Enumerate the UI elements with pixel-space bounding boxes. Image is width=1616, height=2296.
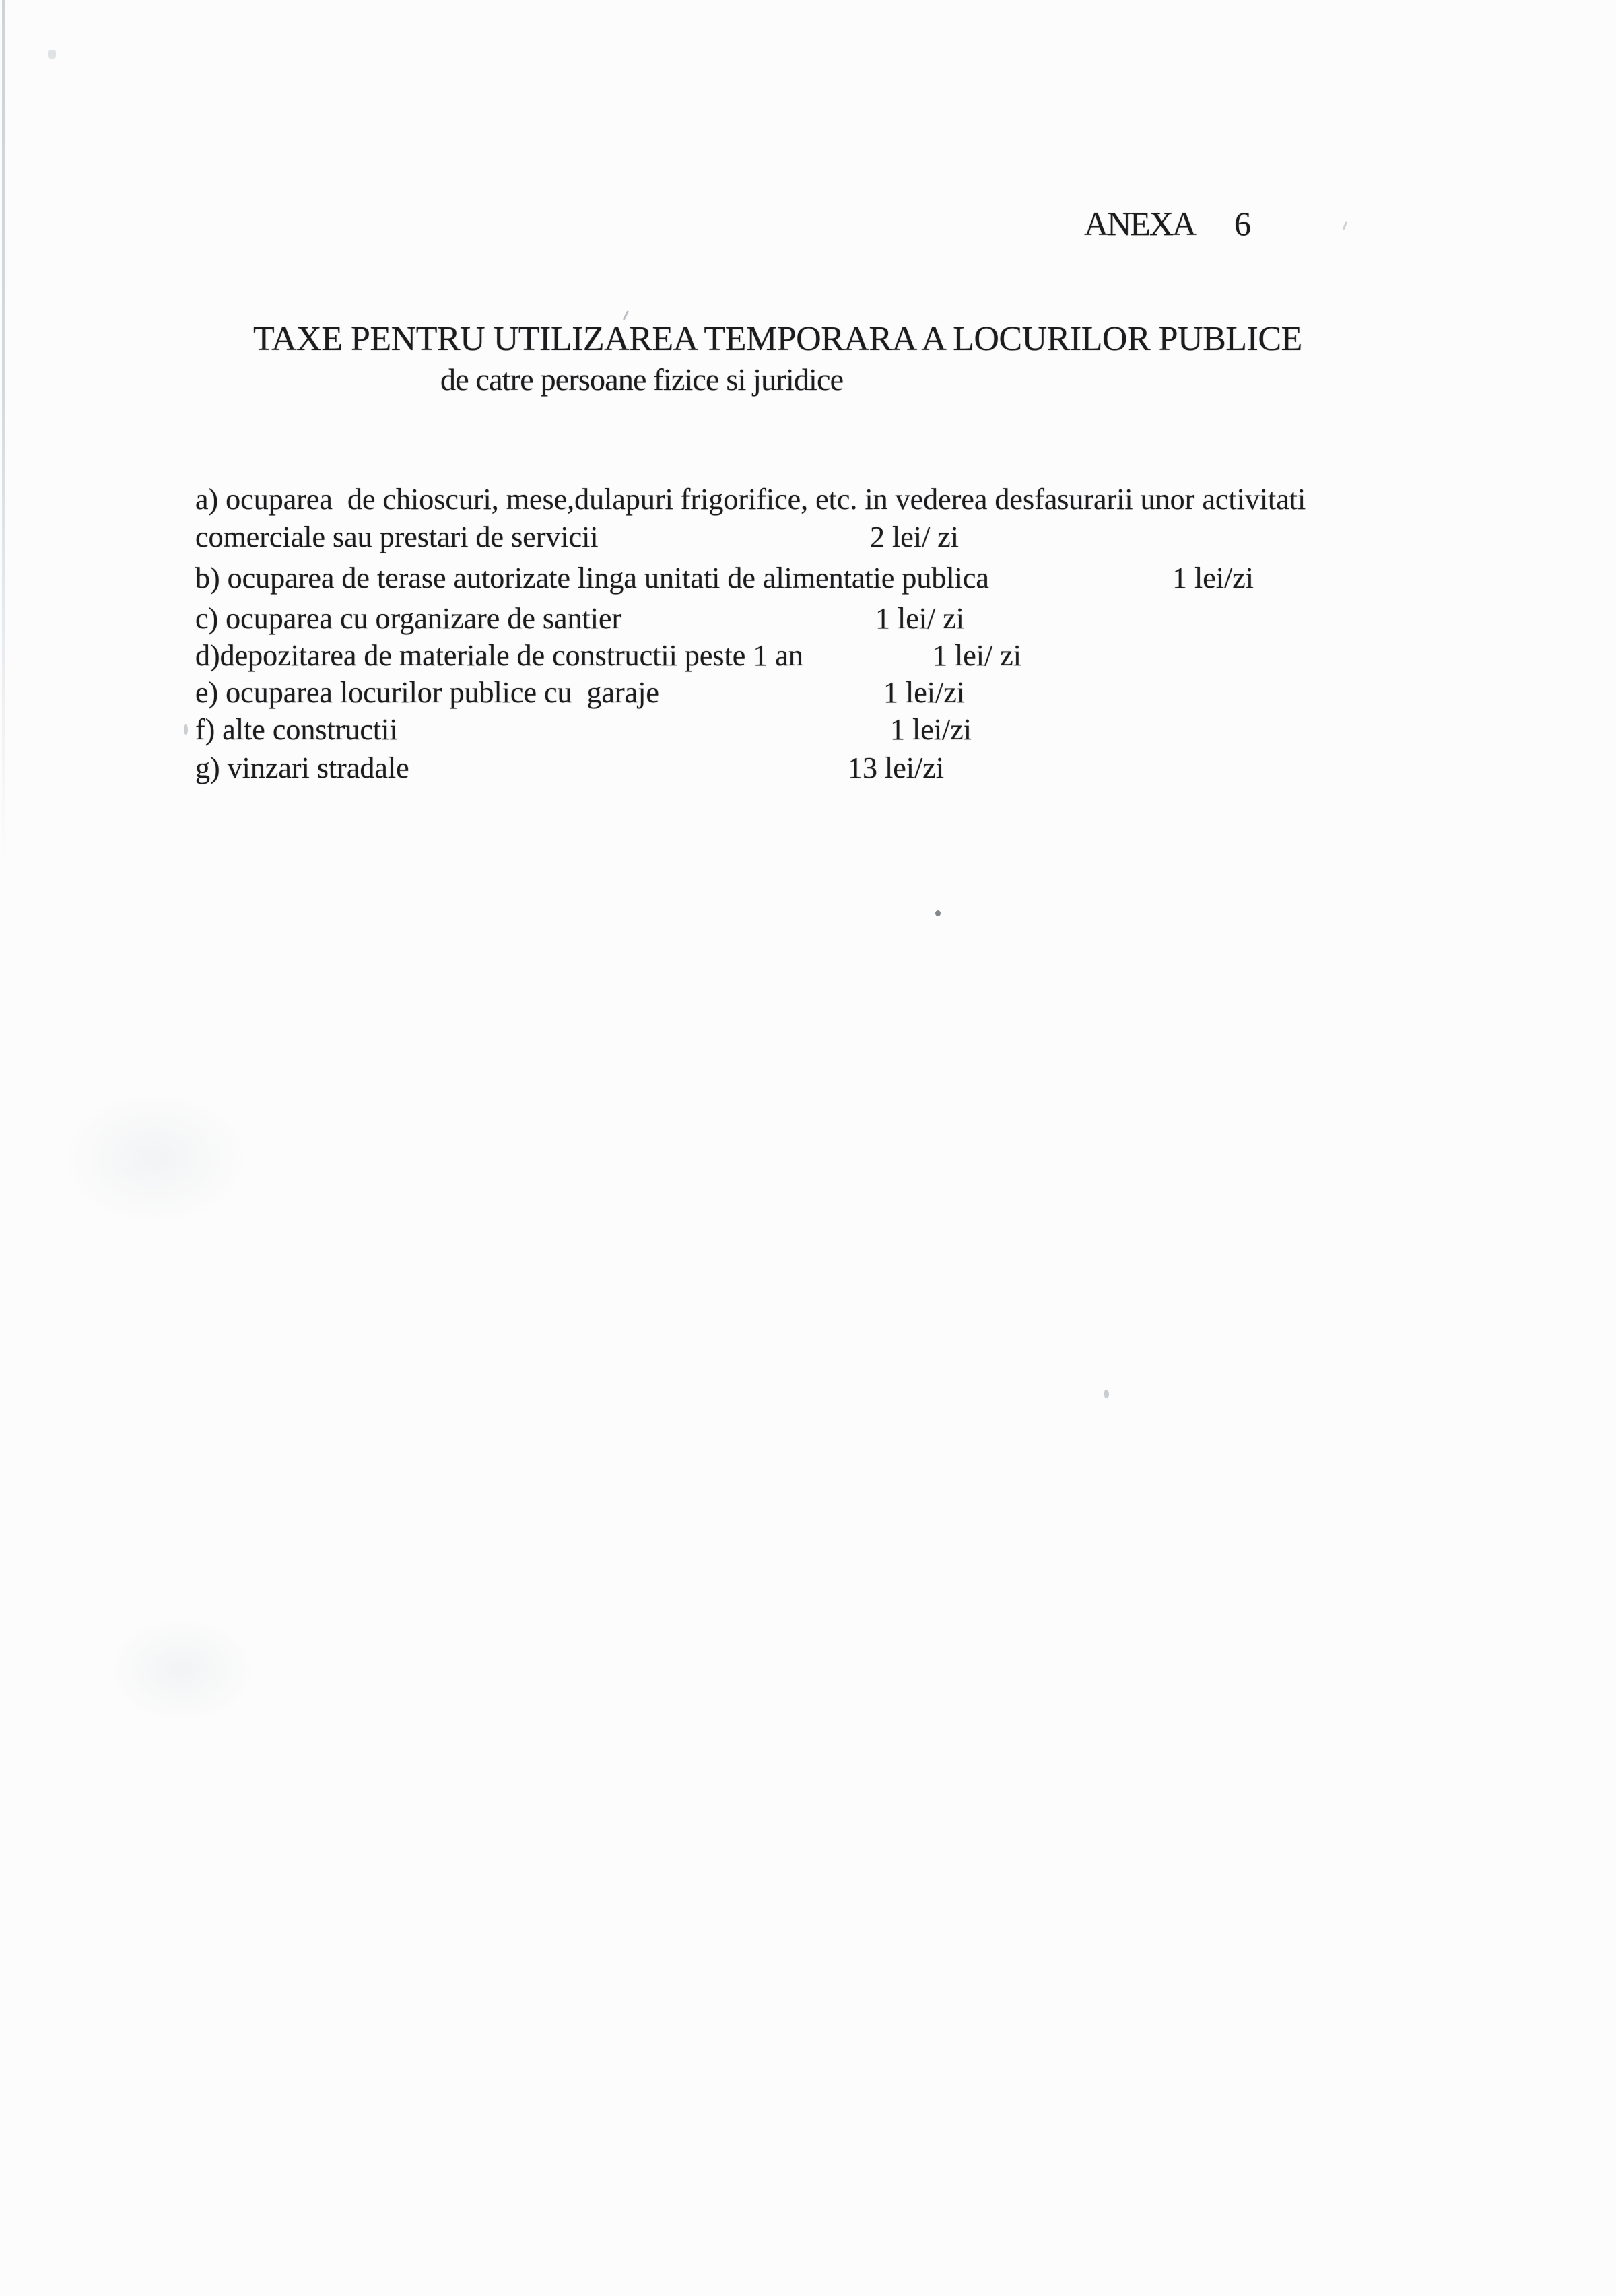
tax-item-label: a) ocuparea de chioscuri, mese,dulapuri frigorifice, etc. in vederea desfasurarii unor activitati <box>195 483 1306 516</box>
tax-item-value: 1 lei/zi <box>1172 562 1254 595</box>
scan-blotch <box>61 1091 249 1225</box>
tax-item-label: comerciale sau prestari de servicii <box>195 520 599 553</box>
tax-item-value: 13 lei/zi <box>848 751 944 784</box>
scan-blotch <box>108 1616 256 1724</box>
annex-word: ANEXA <box>1084 205 1195 242</box>
tax-item-b <box>0 560 1616 597</box>
tax-item-value: 2 lei/ zi <box>870 520 959 553</box>
tax-item-value: 1 lei/zi <box>890 713 972 746</box>
tax-item-label: f) alte constructii <box>195 713 398 746</box>
tax-item-a-continuation <box>0 518 1616 556</box>
title-line-2: de catre persoane fizice si juridice <box>440 362 844 397</box>
tax-item-label: d)depozitarea de materiale de constructii peste 1 an <box>195 639 803 672</box>
scan-speck <box>48 50 56 59</box>
tax-item-f <box>0 711 1616 749</box>
annex-number: 6 <box>1234 205 1250 242</box>
tax-item-value: 1 lei/zi <box>883 676 965 709</box>
tax-item-value: 1 lei/ zi <box>933 639 1021 672</box>
tax-item-label: e) ocuparea locurilor publice cu garaje <box>195 676 659 709</box>
tax-item-e <box>0 674 1616 712</box>
tax-item-label: c) ocuparea cu organizare de santier <box>195 602 622 635</box>
scan-speck <box>1104 1390 1109 1398</box>
document-title <box>253 319 1302 400</box>
scan-speck <box>935 910 941 916</box>
tax-item-label: b) ocuparea de terase autorizate linga unitati de alimentatie publica <box>195 562 989 595</box>
tax-item-d <box>0 637 1616 675</box>
tax-item-a <box>0 481 1616 518</box>
title-line-1: TAXE PENTRU UTILIZAREA TEMPORARA A LOCURILOR PUBLICE <box>253 320 1302 358</box>
tax-item-value: 1 lei/ zi <box>875 602 964 635</box>
annex-heading <box>1084 207 1250 240</box>
tax-item-g <box>0 749 1616 787</box>
tax-item-label: g) vinzari stradale <box>195 751 409 784</box>
scan-speck <box>1342 221 1347 230</box>
tax-item-c <box>0 600 1616 638</box>
